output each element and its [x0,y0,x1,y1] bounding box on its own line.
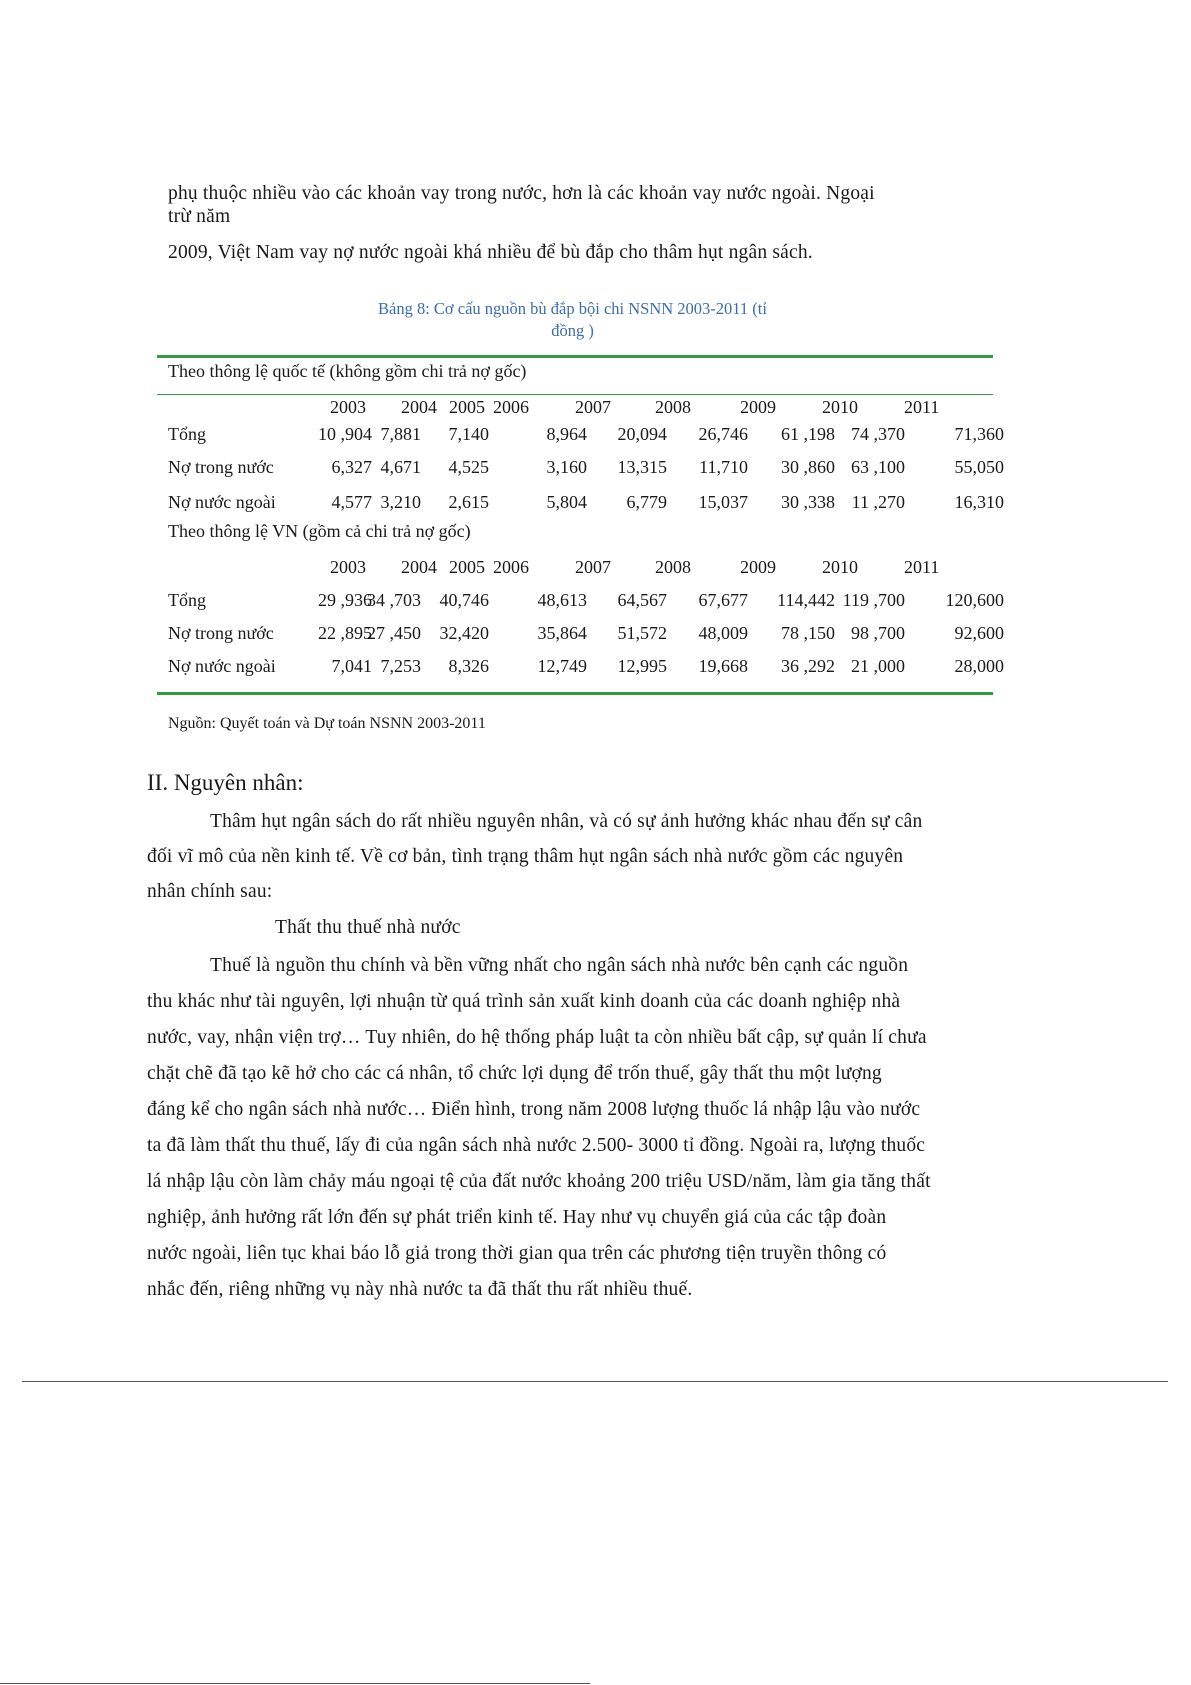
table-cell: 21 ,000 [851,656,905,676]
year-header: 2010 [822,557,858,577]
table-cell: 36 ,292 [781,656,835,676]
table-cell: 28,000 [954,656,1004,676]
table-header-rule [157,394,993,395]
row-label: Nợ nước ngoài [168,492,276,512]
table-cell: 120,600 [945,590,1004,610]
year-header: 2004 [401,397,437,417]
row-label: Nợ trong nước [168,623,274,643]
table-cell: 6,779 [626,492,667,512]
table-cell: 12,749 [537,656,587,676]
table-cell: 11 ,270 [851,492,905,512]
table-cell: 51,572 [617,623,667,643]
table-source-note: Nguồn: Quyết toán và Dự toán NSNN 2003-2011 [168,715,486,732]
table-cell: 78 ,150 [781,623,835,643]
table-cell: 34 ,703 [367,590,421,610]
table-cell: 48,009 [698,623,748,643]
row-label: Nợ trong nước [168,457,274,477]
table-cell: 71,360 [954,424,1004,444]
table-caption-line-2: đồng ) [551,321,594,340]
bullet-text: Thất thu thuế nhà nước [275,917,461,938]
para2-line-7: lá nhập lậu còn làm chảy máu ngoại tệ của đất nước khoảng 200 triệu USD/năm, làm gia tăng thất [147,1171,931,1192]
table-bottom-rule [157,692,993,695]
table-cell: 3,160 [546,457,587,477]
row-label: Nợ nước ngoài [168,656,276,676]
para2-line-1: Thuế là nguồn thu chính và bền vững nhất cho ngân sách nhà nước bên cạnh các nguồn [210,955,909,976]
year-header: 2008 [655,557,691,577]
year-header: 2007 [575,397,611,417]
year-header: 2008 [655,397,691,417]
table-cell: 48,613 [537,590,587,610]
table-cell: 7,041 [331,656,372,676]
table-section-2-title: Theo thông lệ VN (gồm cả chi trả nợ gốc) [168,521,471,541]
table-cell: 27 ,450 [367,623,421,643]
para2-line-8: nghiệp, ảnh hưởng rất lớn đến sự phát triển kinh tế. Hay như vụ chuyển giá của các tập đoàn [147,1207,887,1228]
table-cell: 114,442 [777,590,835,610]
page-bottom-rule [0,1683,590,1684]
table-cell: 7,140 [448,424,489,444]
year-header: 2007 [575,557,611,577]
section-heading: II. Nguyên nhân: [147,770,304,795]
table-cell: 6,327 [331,457,372,477]
intro-line-2: trừ năm [168,206,231,227]
table-cell: 5,804 [546,492,587,512]
table-caption-line-1: Bảng 8: Cơ cấu nguồn bù đắp bội chi NSNN 2003-2011 (tỉ [378,299,767,318]
year-header: 2009 [740,397,776,417]
para2-line-6: ta đã làm thất thu thuế, lấy đi của ngân sách nhà nước 2.500- 3000 tỉ đồng. Ngoài ra, lượng thuốc [147,1135,926,1156]
year-header: 2010 [822,397,858,417]
table-cell: 19,668 [698,656,748,676]
para1-line-2: đối vĩ mô của nền kinh tế. Về cơ bản, tình trạng thâm hụt ngân sách nhà nước gồm các nguyên [147,846,904,867]
intro-line-1: phụ thuộc nhiều vào các khoản vay trong nước, hơn là các khoản vay nước ngoài. Ngoại [168,183,875,204]
table-cell: 7,881 [380,424,421,444]
table-cell: 11,710 [699,457,748,477]
table-section-1-title: Theo thông lệ quốc tế (không gồm chi trả nợ gốc) [168,361,527,381]
row-label: Tổng [168,424,206,444]
table-cell: 16,310 [954,492,1004,512]
table-cell: 7,253 [380,656,421,676]
year-header: 2006 [493,557,529,577]
table-cell: 2,615 [448,492,489,512]
table-cell: 92,600 [954,623,1004,643]
para2-line-2: thu khác như tài nguyên, lợi nhuận từ quá trình sản xuất kinh doanh của các doanh nghiệp nhà [147,991,901,1012]
table-cell: 12,995 [617,656,667,676]
para2-line-4: chặt chẽ đã tạo kẽ hở cho các cá nhân, tổ chức lợi dụng để trốn thuế, gây thất thu một lượng [147,1063,882,1084]
table-cell: 26,746 [698,424,748,444]
table-cell: 30 ,338 [781,492,835,512]
year-header: 2003 [330,557,366,577]
table-cell: 40,746 [439,590,489,610]
table-cell: 29 ,936 [318,590,372,610]
intro-line-3: 2009, Việt Nam vay nợ nước ngoài khá nhiều để bù đắp cho thâm hụt ngân sách. [168,242,813,263]
year-header: 2011 [904,557,940,577]
table-top-rule [157,355,993,358]
table-cell: 67,677 [698,590,748,610]
table-cell: 63 ,100 [851,457,905,477]
year-header: 2009 [740,557,776,577]
table-cell: 32,420 [439,623,489,643]
para2-line-10: nhắc đến, riêng những vụ này nhà nước ta đã thất thu rất nhiều thuế. [147,1279,693,1300]
year-header: 2011 [904,397,940,417]
para2-line-9: nước ngoài, liên tục khai báo lỗ giả trong thời gian qua trên các phương tiện truyền thông có [147,1243,887,1264]
year-header: 2003 [330,397,366,417]
table-cell: 64,567 [617,590,667,610]
table-cell: 74 ,370 [851,424,905,444]
year-header: 2006 [493,397,529,417]
table-cell: 8,326 [448,656,489,676]
table-cell: 10 ,904 [318,424,372,444]
year-header: 2004 [401,557,437,577]
table-cell: 8,964 [546,424,587,444]
table-cell: 15,037 [698,492,748,512]
table-cell: 35,864 [537,623,587,643]
table-cell: 55,050 [954,457,1004,477]
para2-line-5: đáng kể cho ngân sách nhà nước… Điển hình, trong năm 2008 lượng thuốc lá nhập lậu vào nước [147,1099,921,1120]
row-label: Tổng [168,590,206,610]
table-cell: 22 ,895 [318,623,372,643]
year-header: 2005 [449,397,485,417]
para1-line-3: nhân chính sau: [147,881,273,902]
table-cell: 20,094 [617,424,667,444]
para1-line-1: Thâm hụt ngân sách do rất nhiều nguyên nhân, và có sự ảnh hưởng khác nhau đến sự cân [210,811,923,832]
table-cell: 98 ,700 [851,623,905,643]
table-cell: 13,315 [617,457,667,477]
year-header: 2005 [449,557,485,577]
para2-line-3: nước, vay, nhận viện trợ… Tuy nhiên, do hệ thống pháp luật ta còn nhiều bất cập, sự quản lí chưa [147,1027,927,1048]
table-cell: 30 ,860 [781,457,835,477]
table-cell: 4,671 [380,457,421,477]
table-cell: 4,525 [448,457,489,477]
table-cell: 61 ,198 [781,424,835,444]
table-cell: 119 ,700 [842,590,905,610]
table-cell: 4,577 [331,492,372,512]
footer-divider [22,1381,1168,1382]
table-cell: 3,210 [380,492,421,512]
